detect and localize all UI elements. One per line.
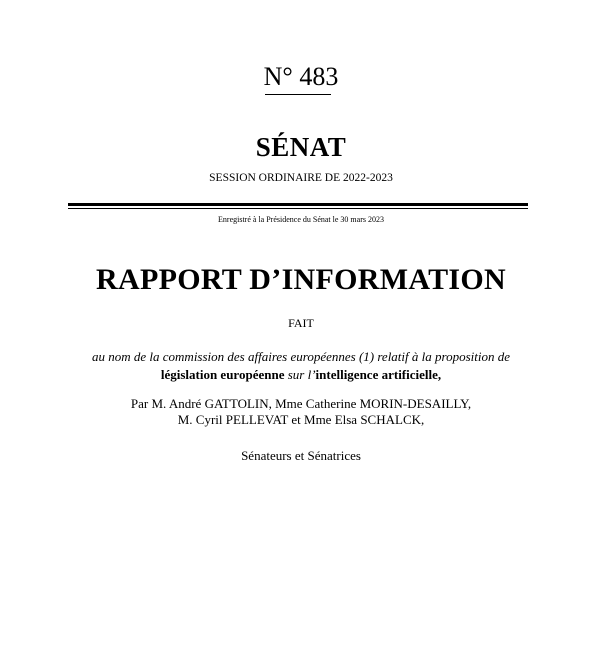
- number-underline: [265, 94, 331, 95]
- subject-line-1: au nom de la commission des affaires européennes (1) relatif à la proposition de: [92, 349, 510, 364]
- subject-bold-ai: intelligence artificielle: [315, 367, 438, 382]
- divider-thick: [68, 203, 528, 206]
- subject-end-comma: ,: [437, 367, 442, 382]
- subject-line-2: [0, 367, 602, 383]
- authors-line-1: Par M. André GATTOLIN, Mme Catherine MORIN-DESAILLY,: [130, 396, 472, 411]
- made-label: FAIT: [288, 316, 314, 330]
- divider-thin: [68, 208, 528, 209]
- senators-label: Sénateurs et Sénatrices: [241, 448, 361, 463]
- subject-bold-legislation: législation européenne: [160, 367, 285, 382]
- document-number: N° 483: [263, 62, 339, 91]
- authors-line-2: M. Cyril PELLEVAT et Mme Elsa SCHALCK,: [177, 412, 425, 427]
- registration-date: Enregistré à la Présidence du Sénat le 30 mars 2023: [218, 215, 384, 224]
- subject-italic-on: sur l’: [284, 367, 316, 382]
- session-label: SESSION ORDINAIRE DE 2022-2023: [209, 172, 393, 184]
- report-title: RAPPORT D’INFORMATION: [96, 263, 506, 296]
- chamber-name: SÉNAT: [255, 132, 347, 162]
